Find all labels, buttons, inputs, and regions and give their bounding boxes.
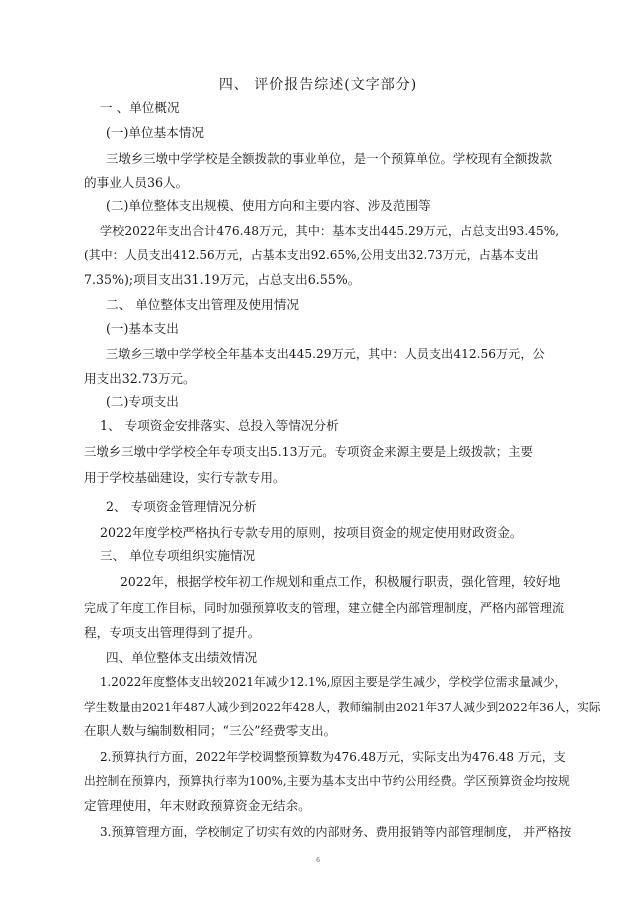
paragraph-line: 完成了年度工作目标，同时加强预算收支的管理，建立健全内部管理制度，严格内部管理流 — [84, 601, 565, 615]
paragraph-line: 学校2022年支出合计476.48万元，其中：基本支出445.29万元，占总支出93.45%, — [100, 224, 560, 238]
paragraph-line: 定管理使用，年末财政预算资金无结余。 — [84, 798, 311, 813]
paragraph-line: 学生数量由2021年487人减少到2022年428人，教师编制由2021年37人减少到2022年36人，实际 — [84, 700, 601, 714]
section-heading-performance: 四、单位整体支出绩效情况 — [106, 650, 258, 665]
paragraph-line: 1.2022年度整体支出较2021年减少12.1%,原因主要是学生减少，学校学位需求量减少， — [100, 675, 567, 689]
paragraph-line: 用支出32.73万元。 — [84, 371, 196, 386]
page-number: 6 — [316, 857, 320, 864]
paragraph-line: 7.35%);项目支出31.19万元，占总支出6.55%。 — [84, 272, 361, 287]
item-heading-funding-allocation: 1、 专项资金安排落实、总投入等情况分析 — [100, 418, 339, 433]
subsection-heading-expenditure-scale: (二)单位整体支出规模、使用方向和主要内容、涉及范围等 — [106, 198, 431, 213]
paragraph-line: 3.预算管理方面，学校制定了切实有效的内部财务、费用报销等内部管理制度， 并严格按 — [100, 825, 572, 839]
section-heading-unit-overview: 一 、单位概况 — [100, 100, 180, 115]
subsection-heading-basic-expenditure: (一)基本支出 — [106, 321, 179, 336]
paragraph-line: 程，专项支出管理得到了提升。 — [84, 625, 261, 640]
paragraph-line: 的事业人员36人。 — [84, 175, 189, 190]
paragraph-line: 用于学校基础建设，实行专款专用。 — [84, 470, 286, 485]
paragraph-line: 2022年，根据学校年初工作规划和重点工作，积极履行职责，强化管理，较好地 — [120, 574, 561, 589]
paragraph-line: 2022年度学校严格执行专款专用的原则，按项目资金的规定使用财政资金。 — [100, 525, 523, 540]
paragraph-line: 2.预算执行方面，2022年学校调整预算数为476.48万元，实际支出为476.48 万元，支 — [100, 750, 566, 764]
paragraph-line: 三墩乡三墩中学学校全年基本支出445.29万元，其中：人员支出412.56万元，公 — [106, 347, 545, 361]
paragraph-line: (其中：人员支出412.56万元，占基本支出92.65%,公用支出32.73万元，占基本支出 — [84, 248, 539, 262]
paragraph-line: 在职人数与编制数相同；“三公”经费零支出。 — [84, 723, 337, 738]
subsection-heading-basic-info: (一)单位基本情况 — [106, 125, 204, 140]
subsection-heading-special-expenditure: (二)专项支出 — [106, 394, 179, 409]
paragraph-line: 出控制在预算内，预算执行率为100%,主要为基本支出中节约公用经费。学区预算资金均按规 — [84, 774, 570, 788]
item-heading-fund-management: 2、 专项资金管理情况分析 — [106, 499, 257, 514]
paragraph-line: 三墩乡三墩中学学校全年专项支出5.13万元。专项资金来源主要是上级拨款；主要 — [84, 444, 533, 459]
section-heading-expenditure-management: 二、 单位整体支出管理及使用情况 — [106, 297, 299, 312]
page-title: 四、 评价报告综述(文字部分) — [218, 77, 418, 93]
paragraph-line: 三墩乡三墩中学学校是全额拨款的事业单位，是一个预算单位。学校现有全额拨款 — [106, 151, 553, 166]
section-heading-implementation: 三、 单位专项组织实施情况 — [100, 548, 256, 563]
